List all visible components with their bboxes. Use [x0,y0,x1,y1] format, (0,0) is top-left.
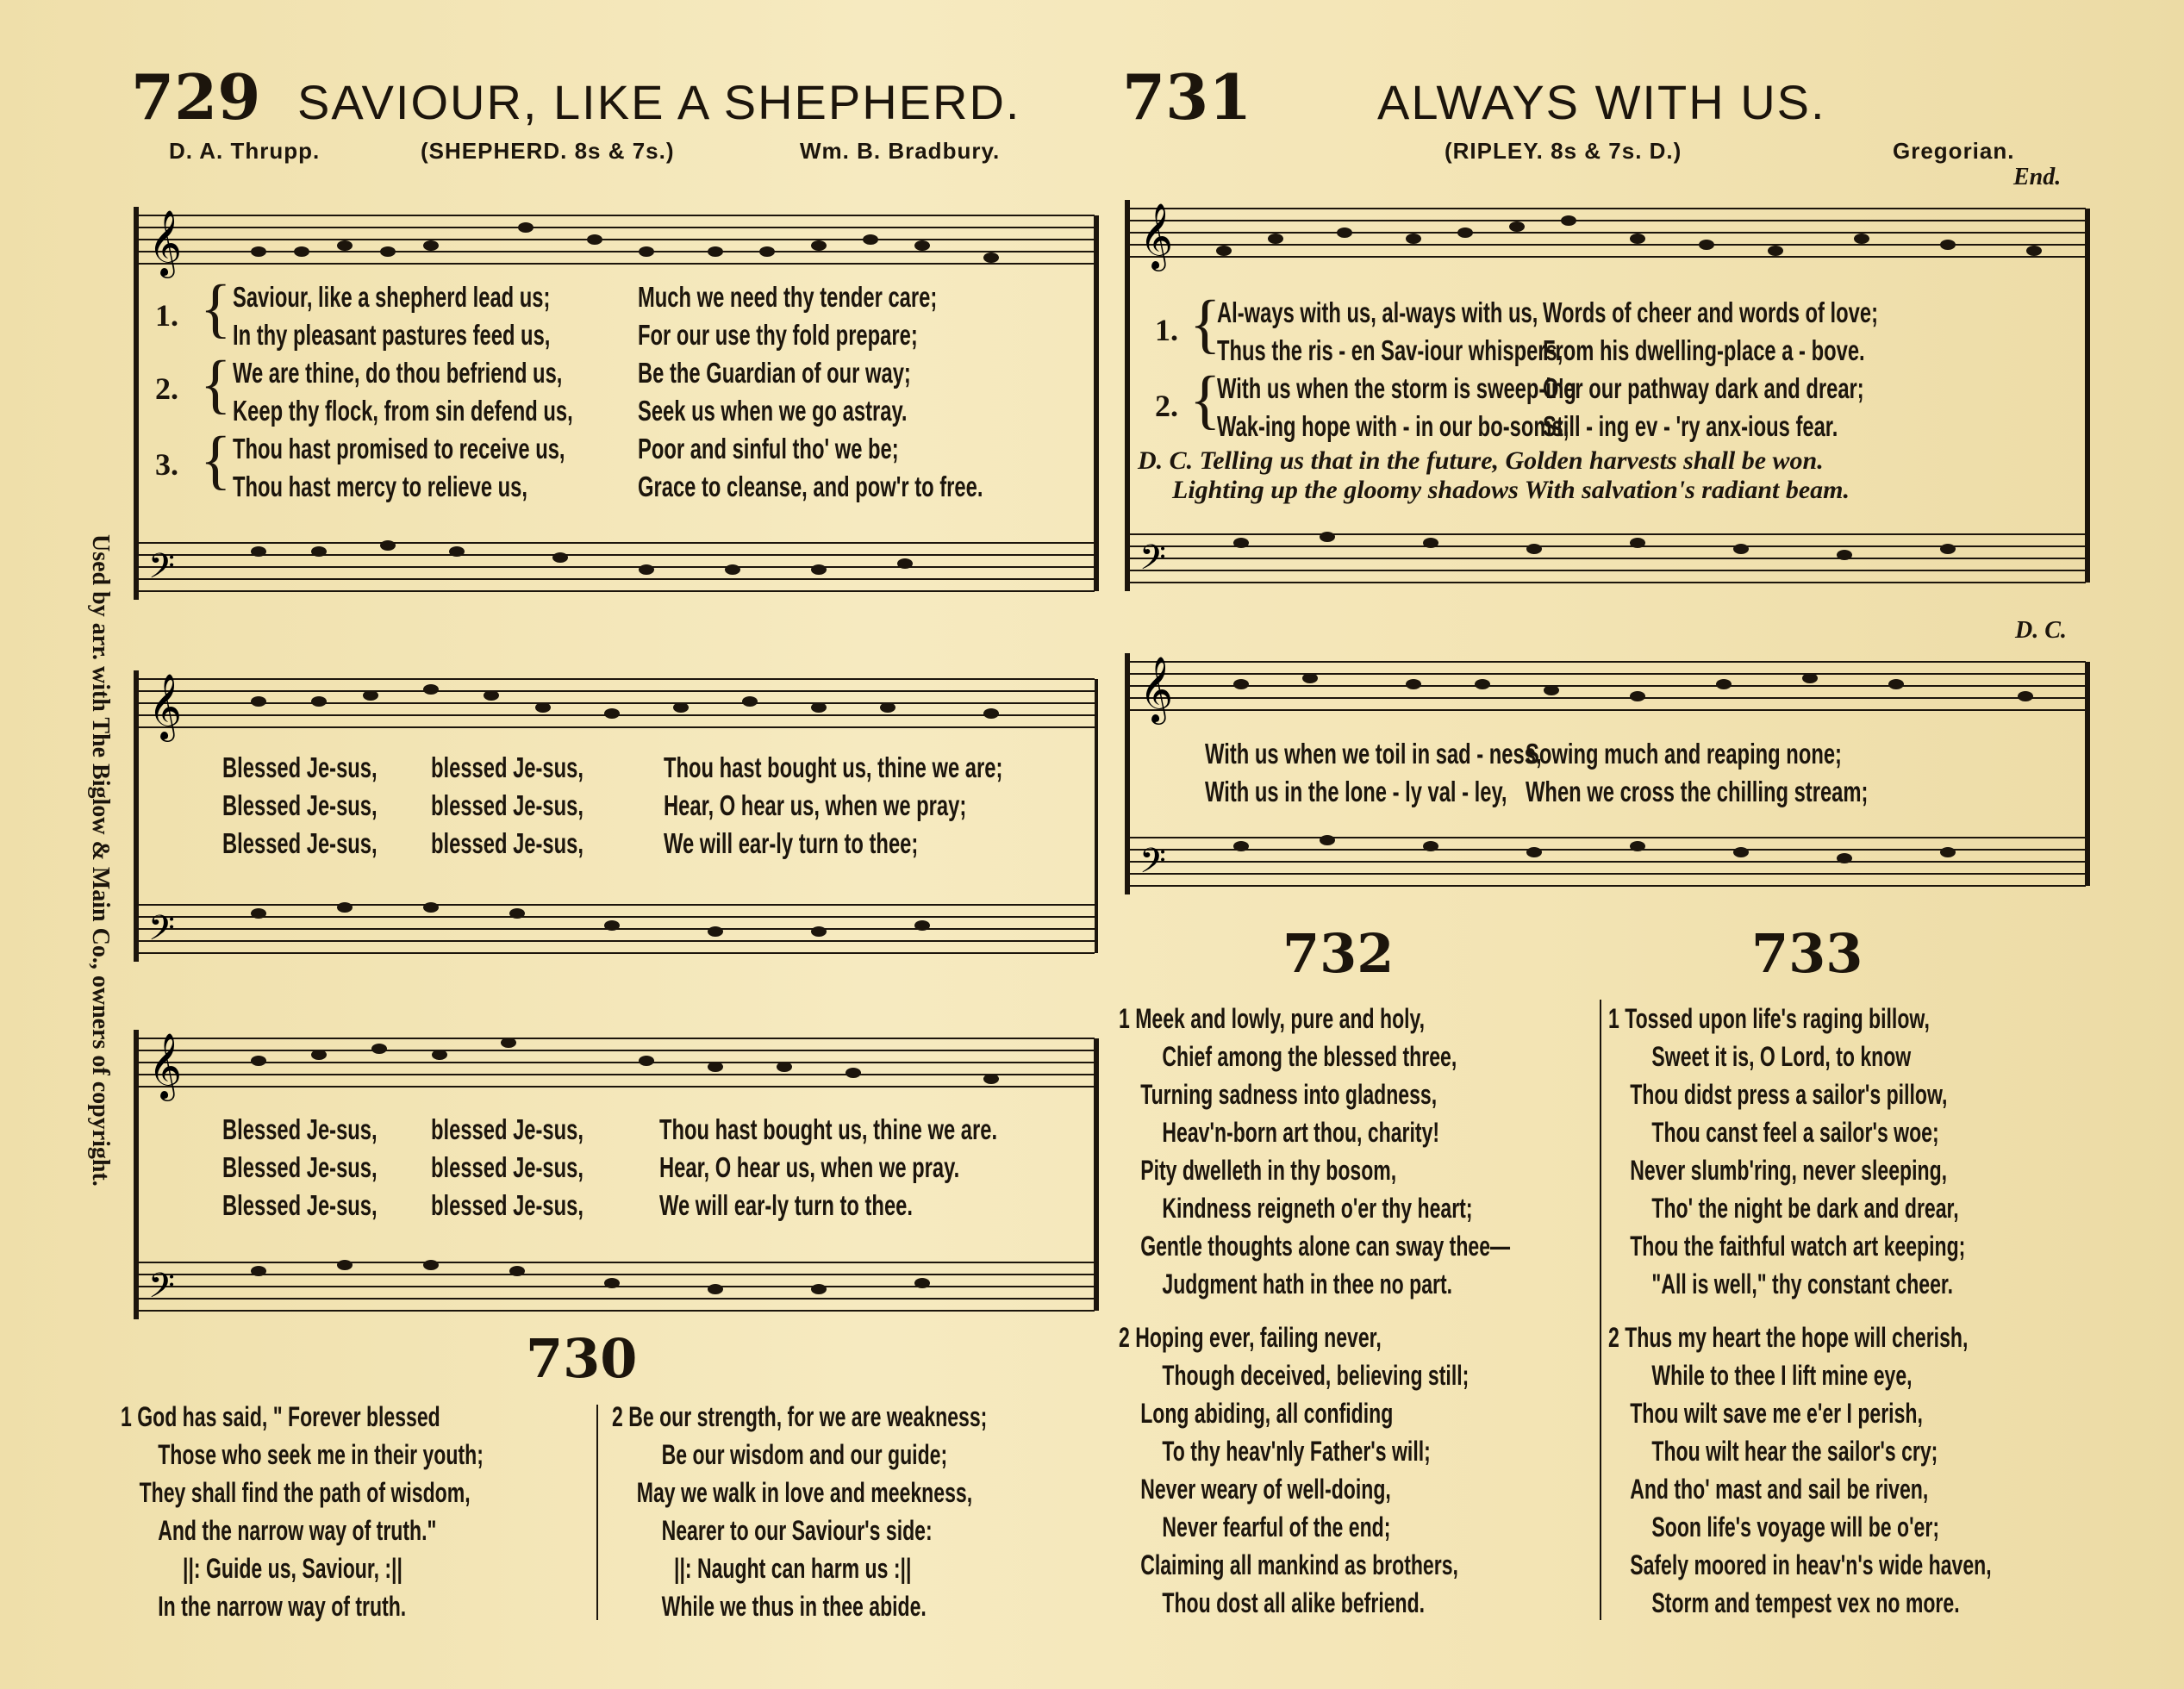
poem-line: Be our wisdom and our guide; [661,1439,948,1470]
poem-line: ||: Naught can harm us :|| [674,1553,912,1584]
refrain-line: Thou hast bought us, thine we are; [664,751,1003,783]
hymn-number-731: 731 [1122,60,1252,134]
dc-line: Lighting up the gloomy shadows With salvation's radiant beam. [1172,476,1850,504]
brace: { [1189,288,1221,360]
poem-line: Though deceived, believing still; [1162,1360,1470,1391]
poem-line: Thou dost all alike befriend. [1162,1587,1426,1618]
poem-line: Nearer to our Saviour's side: [661,1515,933,1546]
poem-line: While we thus in thee abide. [661,1591,927,1622]
hymn-730-stanza-1 [121,1398,625,1625]
svg-text:𝄞: 𝄞 [1139,656,1174,722]
hymn-733-stanza-1 [1608,1000,2104,1303]
poem-line: 2 Hoping ever, failing never, [1119,1322,1382,1353]
svg-text:𝄞: 𝄞 [148,673,183,739]
poem-line: 1 God has said, " Forever blessed [121,1401,440,1432]
staff-729-treble-2 [138,679,1095,727]
author-729: D. A. Thrupp. [169,138,321,164]
refrain-line: blessed Je-sus, [431,1189,583,1221]
poem-line: Thou didst press a sailor's pillow, [1630,1079,1948,1110]
refrain-line: blessed Je-sus, [431,827,583,859]
verse-line: Still - ing ev - 'ry anx-ious fear. [1543,410,1838,442]
hymn-number-732: 732 [1282,922,1395,985]
refrain-line: Blessed Je-sus, [222,827,378,859]
staff-729-treble-3 [138,1038,1095,1087]
staff-729-treble-1 [138,215,1095,264]
refrain-line: Blessed Je-sus, [222,1189,378,1221]
poem-line: They shall find the path of wisdom, [139,1477,471,1508]
poem-line: "All is well," thy constant cheer. [1651,1268,1954,1299]
verse-number-1: 1. [155,298,178,333]
verse-number-2: 2. [155,371,178,406]
brace: { [200,272,232,345]
tune-729: (SHEPHERD. 8s & 7s.) [421,138,675,164]
poem-line: To thy heav'nly Father's will; [1162,1436,1431,1467]
poem-line: Tho' the night be dark and drear, [1651,1193,1959,1224]
brace: { [200,348,232,421]
poem-line: Kindness reigneth o'er thy heart; [1162,1193,1473,1224]
staff-731-treble-1 [1129,209,2086,257]
verse-number-1: 1. [1155,313,1178,347]
hymn-number-729: 729 [131,60,261,134]
refrain-line: Blessed Je-sus, [222,789,378,821]
svg-text:𝄞: 𝄞 [1139,203,1174,269]
refrain-line: blessed Je-sus, [431,1151,583,1183]
verse-line: For our use thy fold prepare; [638,319,918,351]
verse-line: We are thine, do thou befriend us, [233,357,563,389]
poem-line: Thou wilt save me e'er I perish, [1630,1398,1923,1429]
poem-line: Never slumb'ring, never sleeping, [1630,1155,1948,1186]
refrain-line: Hear, O hear us, when we pray. [659,1151,960,1183]
refrain-line: We will ear-ly turn to thee; [664,827,919,859]
dc-mark: D. C. [2015,617,2067,644]
staff-729-bass-1 [138,543,1095,591]
refrain-line: We will ear-ly turn to thee. [659,1189,913,1221]
verse-line: From his dwelling-place a - bove. [1543,334,1865,366]
lower-line: When we cross the chilling stream; [1526,776,1869,807]
poem-line: ||: Guide us, Saviour, :|| [183,1553,402,1584]
poem-line: Pity dwelleth in thy bosom, [1140,1155,1397,1186]
hymn-733-stanza-2 [1608,1318,2141,1622]
poem-line: In the narrow way of truth. [158,1591,407,1622]
verse-line: Thou hast promised to receive us, [233,433,565,464]
refrain-line: blessed Je-sus, [431,1113,583,1145]
refrain-line: Hear, O hear us, when we pray; [664,789,967,821]
end-mark: End. [2013,164,2062,190]
refrain-line: Blessed Je-sus, [222,1113,378,1145]
hymn-732-stanza-1 [1119,1000,1663,1303]
hymn-number-733: 733 [1751,922,1863,985]
verse-line: Be the Guardian of our way; [638,357,911,389]
poem-line: Long abiding, all confiding [1140,1398,1394,1429]
composer-731: Gregorian. [1893,138,2015,164]
lower-line: With us when we toil in sad - ness, [1205,738,1542,770]
verse-line: Al-ways with us, al-ways with us, [1217,296,1538,328]
poem-line: Those who seek me in their youth; [158,1439,484,1470]
poem-line: 1 Meek and lowly, pure and holy, [1119,1003,1426,1034]
tune-731: (RIPLEY. 8s & 7s. D.) [1445,138,1682,164]
poem-line: While to thee I lift mine eye, [1651,1360,1913,1391]
svg-text:𝄞: 𝄞 [148,209,183,276]
svg-text:𝄢: 𝄢 [1139,841,1166,889]
poem-line: Never fearful of the end; [1162,1511,1391,1543]
poem-line: Sweet it is, O Lord, to know [1651,1041,1912,1072]
verse-line: Saviour, like a shepherd lead us; [233,281,551,313]
composer-729: Wm. B. Bradbury. [800,138,1001,164]
verse-line: Keep thy flock, from sin defend us, [233,395,573,427]
column-divider [1600,1000,1601,1620]
svg-text:𝄢: 𝄢 [1139,538,1166,586]
verse-line: Seek us when we go astray. [638,395,908,427]
refrain-line: Thou hast bought us, thine we are. [659,1113,998,1145]
verse-line: Words of cheer and words of love; [1543,296,1879,328]
verse-line: Poor and sinful tho' we be; [638,433,899,464]
poem-line: 2 Thus my heart the hope will cherish, [1608,1322,1969,1353]
hymn-732-stanza-2 [1119,1318,1605,1622]
svg-text:𝄢: 𝄢 [148,546,175,595]
verse-line: With us when the storm is sweep-ing [1217,372,1576,404]
verse-number-3: 3. [155,447,178,482]
verse-line: Thou hast mercy to relieve us, [233,471,527,502]
staff-731-bass-2 [1129,838,2086,886]
verse-line: O'er our pathway dark and drear; [1543,372,1864,404]
poem-line: Safely moored in heav'n's wide haven, [1630,1549,1992,1580]
poem-line: Turning sadness into gladness, [1140,1079,1438,1110]
copyright-note: Used by arr. with The Biglow & Main Co., owners of copyright. [87,534,114,1187]
poem-line: 2 Be our strength, for we are weakness; [612,1401,988,1432]
staff-731-bass-1 [1129,534,2086,583]
hymn-title-729: SAVIOUR, LIKE A SHEPHERD. [297,75,1021,129]
staff-731-treble-2 [1129,662,2086,710]
poem-line: And tho' mast and sail be riven, [1630,1474,1929,1505]
refrain-line: blessed Je-sus, [431,789,583,821]
verse-line: In thy pleasant pastures feed us, [233,319,551,351]
refrain-line: Blessed Je-sus, [222,1151,378,1183]
poem-line: Thou the faithful watch art keeping; [1630,1231,1966,1262]
poem-line: Chief among the blessed three, [1162,1041,1457,1072]
poem-line: Never weary of well-doing, [1140,1474,1391,1505]
poem-line: Thou canst feel a sailor's woe; [1651,1117,1939,1148]
refrain-line: blessed Je-sus, [431,751,583,783]
poem-line: Claiming all mankind as brothers, [1140,1549,1458,1580]
poem-line: Heav'n-born art thou, charity! [1162,1117,1440,1148]
hymn-730-stanza-2 [612,1398,1133,1625]
brace: { [1189,364,1221,436]
poem-line: May we walk in love and meekness, [636,1477,973,1508]
verse-line: Wak-ing hope with - in our bo-soms, [1217,410,1569,442]
verse-line: Grace to cleanse, and pow'r to free. [638,471,983,502]
brace: { [200,424,232,496]
poem-line: Thou wilt hear the sailor's cry; [1651,1436,1938,1467]
verse-line: Thus the ris - en Sav-iour whispers, [1217,334,1563,366]
poem-line: 1 Tossed upon life's raging billow, [1608,1003,1930,1034]
column-divider [596,1405,598,1620]
poem-line: Gentle thoughts alone can sway thee— [1140,1231,1511,1262]
refrain-line: Blessed Je-sus, [222,751,378,783]
svg-text:𝄞: 𝄞 [148,1032,183,1099]
poem-line: Storm and tempest vex no more. [1651,1587,1960,1618]
hymn-number-730: 730 [526,1327,638,1390]
lower-line: With us in the lone - ly val - ley, [1205,776,1507,807]
verse-line: Much we need thy tender care; [638,281,938,313]
verse-number-2: 2. [1155,389,1178,423]
hymn-title-731: ALWAYS WITH US. [1377,75,1826,129]
dc-line: D. C. Telling us that in the future, Golden harvests shall be won. [1138,446,1824,475]
poem-line: Judgment hath in thee no part. [1162,1268,1453,1299]
lower-line: Sowing much and reaping none; [1526,738,1842,770]
svg-text:𝄢: 𝄢 [148,908,175,957]
svg-text:𝄢: 𝄢 [148,1266,175,1314]
poem-line: Soon life's voyage will be o'er; [1651,1511,1939,1543]
poem-line: And the narrow way of truth." [158,1515,437,1546]
